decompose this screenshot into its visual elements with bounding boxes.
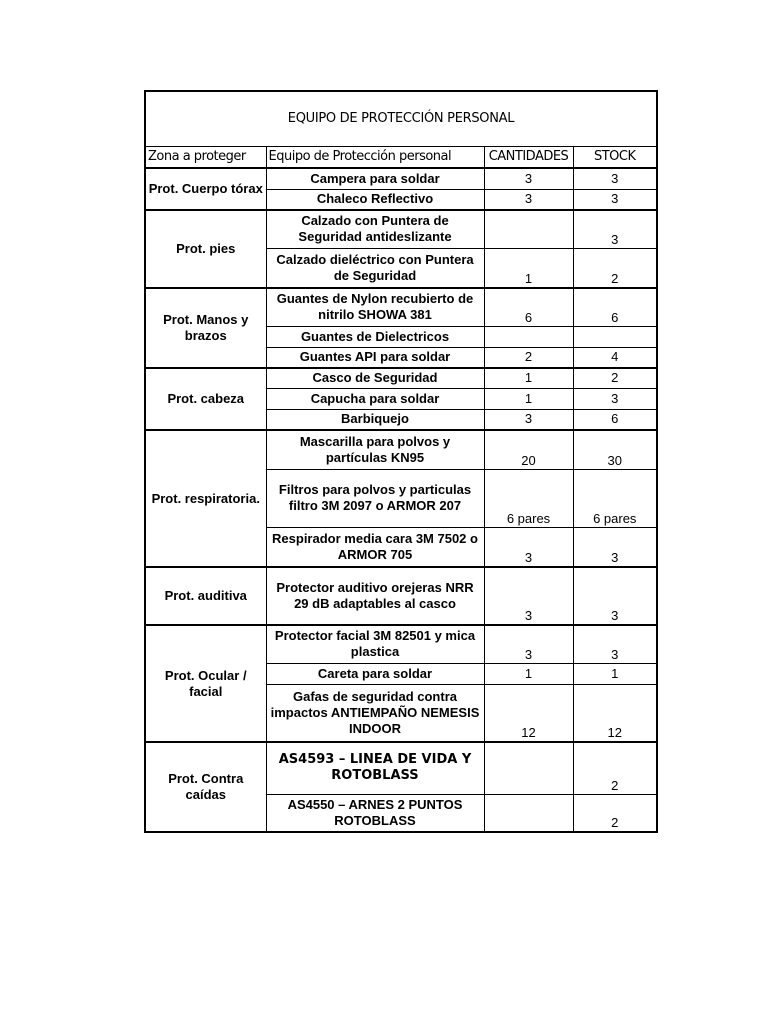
stock-cell: 3 [573, 625, 657, 663]
stock-cell: 3 [573, 567, 657, 625]
item-cell: Mascarilla para polvos y partículas KN95 [266, 430, 484, 469]
stock-cell: 6 [573, 409, 657, 430]
stock-cell: 3 [573, 210, 657, 248]
stock-cell: 6 pares [573, 469, 657, 527]
table-row [145, 210, 657, 248]
item-cell: AS4550 – ARNES 2 PUNTOS ROTOBLASS [266, 794, 484, 832]
quantity-cell: 3 [484, 409, 573, 430]
quantity-cell: 3 [484, 168, 573, 189]
item-cell: Respirador media cara 3M 7502 o ARMOR 705 [266, 527, 484, 567]
quantity-cell: 1 [484, 388, 573, 409]
stock-cell: 2 [573, 794, 657, 832]
item-cell: Filtros para polvos y particulas filtro 3M 2097 o ARMOR 207 [266, 469, 484, 527]
stock-cell: 3 [573, 388, 657, 409]
zone-cell: Prot. Contra caídas [145, 742, 266, 832]
zone-cell: Prot. Cuerpo tórax [145, 168, 266, 210]
item-cell: Guantes API para soldar [266, 347, 484, 368]
zone-cell: Prot. Manos y brazos [145, 288, 266, 368]
quantity-cell [484, 794, 573, 832]
stock-cell: 6 [573, 288, 657, 326]
quantity-cell: 6 [484, 288, 573, 326]
quantity-cell: 2 [484, 347, 573, 368]
stock-cell: 3 [573, 168, 657, 189]
quantity-cell: 3 [484, 625, 573, 663]
item-cell: Campera para soldar [266, 168, 484, 189]
zone-cell: Prot. auditiva [145, 567, 266, 625]
zone-cell: Prot. pies [145, 210, 266, 288]
quantity-cell: 3 [484, 527, 573, 567]
quantity-cell: 1 [484, 248, 573, 288]
zone-cell: Prot. cabeza [145, 368, 266, 430]
header-row [145, 147, 657, 169]
item-cell: Barbiquejo [266, 409, 484, 430]
item-cell: Chaleco Reflectivo [266, 189, 484, 210]
quantity-cell: 3 [484, 189, 573, 210]
stock-cell: 4 [573, 347, 657, 368]
stock-cell: 3 [573, 527, 657, 567]
stock-cell: 12 [573, 684, 657, 742]
item-cell: Careta para soldar [266, 663, 484, 684]
ppe-table [144, 90, 658, 833]
item-cell: AS4593 – LINEA DE VIDA Y ROTOBLASS [266, 742, 484, 794]
stock-cell: 2 [573, 742, 657, 794]
quantity-cell: 12 [484, 684, 573, 742]
quantity-cell: 1 [484, 368, 573, 388]
item-cell: Protector facial 3M 82501 y mica plastica [266, 625, 484, 663]
stock-cell: 2 [573, 368, 657, 388]
item-cell: Calzado con Puntera de Seguridad antideslizante [266, 210, 484, 248]
header-equipment: Equipo de Protección personal [266, 147, 484, 169]
title-row [145, 91, 657, 147]
page-title: EQUIPO DE PROTECCIÓN PERSONAL [145, 91, 657, 147]
item-cell: Guantes de Nylon recubierto de nitrilo SHOWA 381 [266, 288, 484, 326]
stock-cell: 30 [573, 430, 657, 469]
item-cell: Capucha para soldar [266, 388, 484, 409]
item-cell: Calzado dieléctrico con Puntera de Seguridad [266, 248, 484, 288]
table-row [145, 288, 657, 326]
item-cell: Gafas de seguridad contra impactos ANTIEMPAÑO NEMESIS INDOOR [266, 684, 484, 742]
zone-cell: Prot. respiratoria. [145, 430, 266, 567]
header-quantity: CANTIDADES [484, 147, 573, 169]
item-cell: Casco de Seguridad [266, 368, 484, 388]
quantity-cell: 3 [484, 567, 573, 625]
item-cell: Guantes de Dielectricos [266, 326, 484, 347]
table-row [145, 625, 657, 663]
table-row [145, 567, 657, 625]
quantity-cell [484, 742, 573, 794]
stock-cell [573, 326, 657, 347]
header-stock: STOCK [573, 147, 657, 169]
stock-cell: 2 [573, 248, 657, 288]
zone-cell: Prot. Ocular / facial [145, 625, 266, 742]
stock-cell: 1 [573, 663, 657, 684]
stock-cell: 3 [573, 189, 657, 210]
table-row [145, 368, 657, 388]
quantity-cell: 1 [484, 663, 573, 684]
quantity-cell [484, 326, 573, 347]
quantity-cell: 6 pares [484, 469, 573, 527]
item-cell: Protector auditivo orejeras NRR 29 dB adaptables al casco [266, 567, 484, 625]
quantity-cell: 20 [484, 430, 573, 469]
table-row [145, 742, 657, 794]
table-row [145, 168, 657, 189]
header-zone: Zona a proteger [145, 147, 266, 169]
quantity-cell [484, 210, 573, 248]
table-row [145, 430, 657, 469]
